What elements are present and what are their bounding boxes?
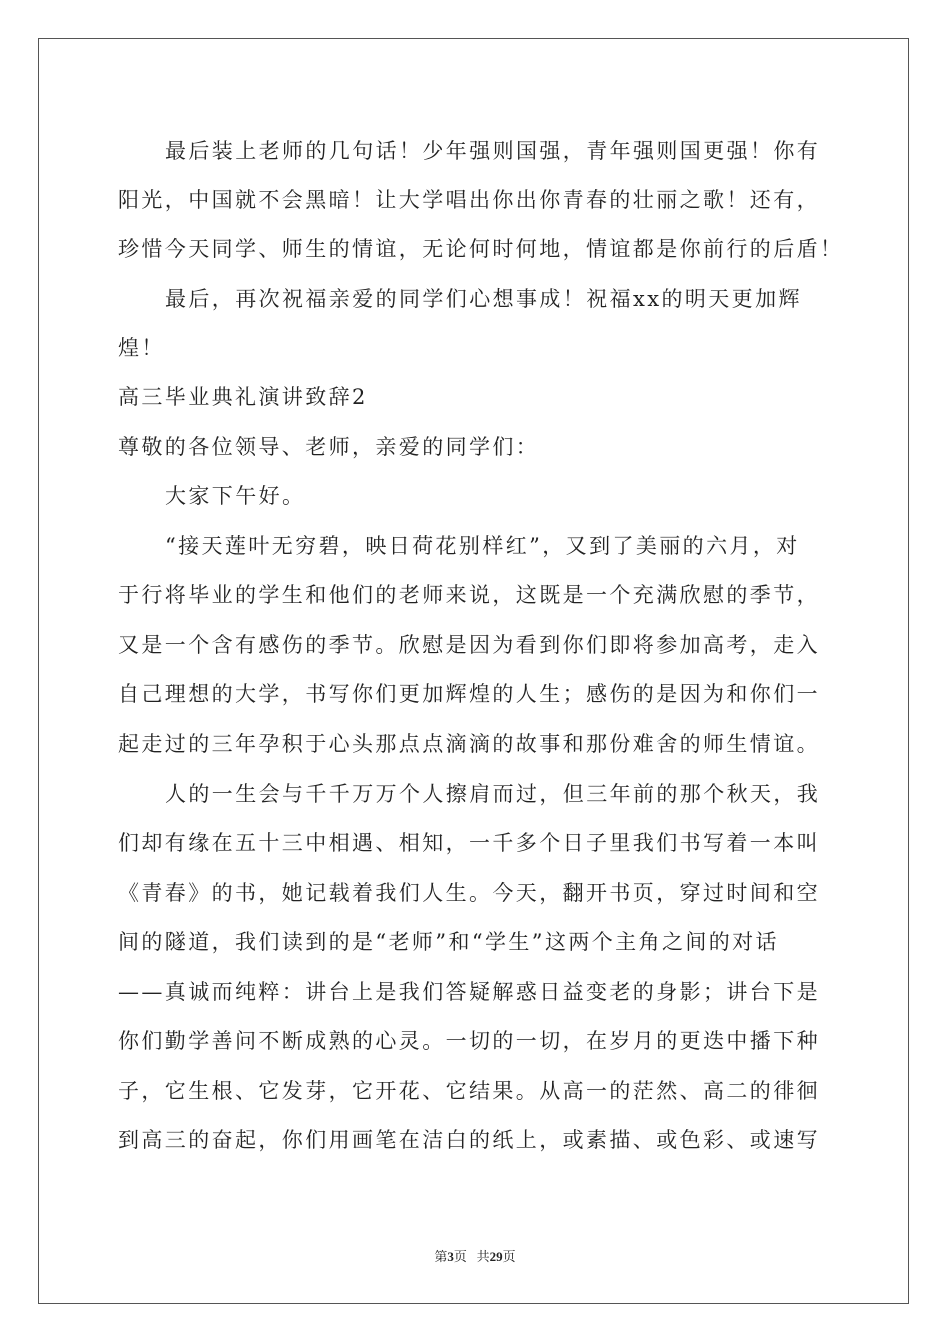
- page-prefix: 第: [434, 1249, 448, 1264]
- body-line: 人的一生会与千千万万个人擦肩而过，但三年前的那个秋天，我: [165, 782, 821, 806]
- total-pages-number: 29: [489, 1249, 503, 1264]
- body-line: 们却有缘在五十三中相遇、相知，一千多个日子里我们书写着一本叫: [118, 831, 820, 855]
- salutation: 尊敬的各位领导、老师，亲爱的同学们：: [118, 435, 540, 459]
- body-line: 又是一个含有感伤的季节。欣慰是因为看到你们即将参加高考，走入: [118, 633, 820, 657]
- page-footer: [0, 1246, 950, 1265]
- body-line: 起走过的三年孕积于心头那点点滴滴的故事和那份难舍的师生情谊。: [118, 732, 820, 756]
- page-border: [38, 38, 909, 1304]
- body-line: 你们勤学善问不断成熟的心灵。一切的一切，在岁月的更迭中播下种: [118, 1029, 820, 1053]
- body-line: 《青春》的书，她记载着我们人生。今天，翻开书页，穿过时间和空: [118, 881, 820, 905]
- body-line: 最后，再次祝福亲爱的同学们心想事成！祝福xx的明天更加辉: [165, 287, 802, 311]
- body-line: 间的隧道，我们读到的是“老师”和“学生”这两个主角之间的对话: [118, 930, 779, 954]
- page-suffix: 页: [502, 1249, 516, 1264]
- page-mid-text: 页 共: [453, 1249, 490, 1264]
- body-line: ——真诚而纯粹：讲台上是我们答疑解惑日益变老的身影；讲台下是: [118, 980, 820, 1004]
- section-heading: 高三毕业典礼演讲致辞2: [118, 385, 368, 409]
- body-line: 珍惜今天同学、师生的情谊，无论何时何地，情谊都是你前行的后盾！: [118, 237, 844, 261]
- body-line: 煌！: [118, 336, 165, 360]
- body-line: 到高三的奋起，你们用画笔在洁白的纸上，或素描、或色彩、或速写: [118, 1128, 820, 1152]
- body-line: 子，它生根、它发芽，它开花、它结果。从高一的茫然、高二的徘徊: [118, 1079, 820, 1103]
- body-line: 自己理想的大学，书写你们更加辉煌的人生；感伤的是因为和你们一: [118, 682, 820, 706]
- current-page-number: 3: [447, 1249, 454, 1264]
- body-line: 阳光，中国就不会黑暗！让大学唱出你出你青春的壮丽之歌！还有，: [118, 188, 820, 212]
- greeting: 大家下午好。: [165, 484, 306, 508]
- body-line: 于行将毕业的学生和他们的老师来说，这既是一个充满欣慰的季节，: [118, 583, 820, 607]
- body-line: “接天莲叶无穷碧，映日荷花别样红”，又到了美丽的六月，对: [165, 534, 800, 558]
- body-line: 最后装上老师的几句话！少年强则国强，青年强则国更强！你有: [165, 139, 821, 163]
